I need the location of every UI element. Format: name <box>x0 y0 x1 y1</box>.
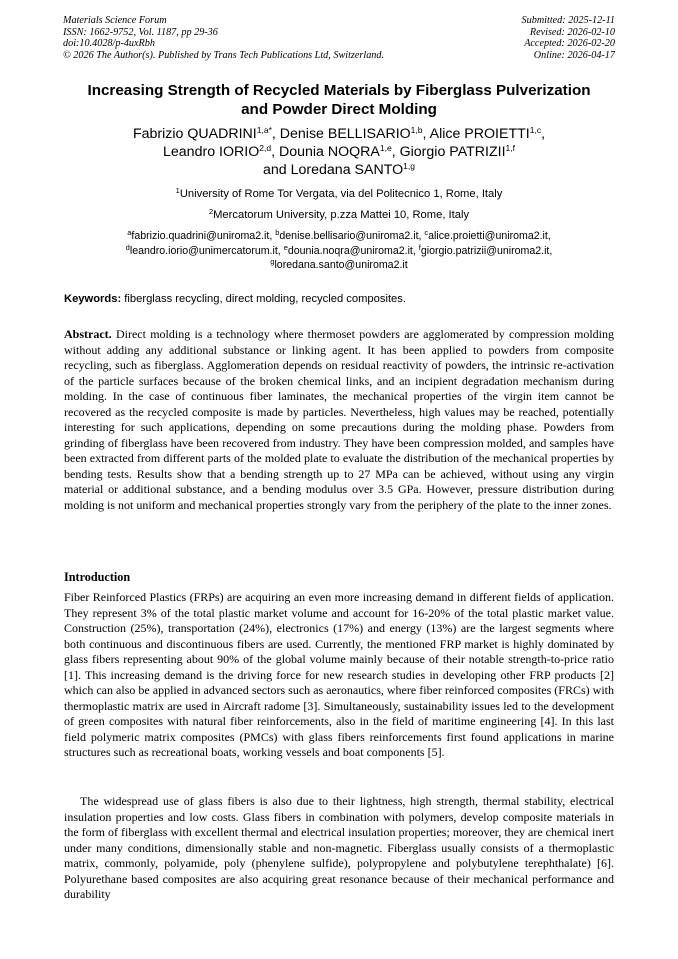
introduction-paragraph-2: The widespread use of glass fibers is also due to their lightness, high strength, thermal stability, electrical insulation properties and low costs. Glass fibers in combination with polymers, develop composite materials in the form of fiberglass with excellent thermal and electrical insulation properties; moreover, they are chemical inert under many conditions, dimensionally stable and non-magnetic. Fiberglass usually consists of a thermoplastic matrix, commonly, polyamide, poly (phenylene sulfide), polypropylene and polybutylene terephthalate) [6]. Polyurethane based composites are also acquiring great resonance because of their mechanical performance and durability <box>64 794 614 902</box>
date-submitted: Submitted: 2025-12-11 <box>521 15 615 26</box>
copyright-notice: © 2026 The Author(s). Published by Trans Tech Publications Ltd, Switzerland. <box>63 49 385 61</box>
email-address[interactable]: fabrizio.quadrini@uniroma2.it, <box>131 230 276 242</box>
abstract-text: Direct molding is a technology where thermoset powders are agglomerated by compression molding without adding any additional substance or linking agent. It has been applied to powders from composite recycling, such as fiberglass. Agglomeration depends on residual reactivity of powders, the intrinsic re-activation of the particle surfaces because of the broken chemical links, and an incipient degradation mechanism during molding. In the case of continuous fiber laminates, the mechanical properties of the virgin item cannot be recovered as the recycled composite is made by particles. Nevertheless, high values may be reached, potentially interesting for such applications, depending on some precautions during the molding phase. Powders from grinding of fiberglass have been recovered from industry. They have been compression molded, and samples have been extracted from different parts of the molded plate to evaluate the distribution of the mechanical properties by bending tests. Results show that a bending strength up to 27 MPa can be achieved, without using any virgin material or additional substance, and a bending modulus over 3.5 GPa. However, pressure distribution during molding is not uniform and mechanical properties strongly vary from the periphery of the plate to the inner zones. <box>64 327 614 513</box>
affiliation-text: Mercatorum University, p.zza Mattei 10, Rome, Italy <box>213 209 470 221</box>
title-line-2: and Powder Direct Molding <box>241 100 437 118</box>
author-name: Loredana SANTO <box>290 162 404 178</box>
author-name: Leandro IORIO <box>163 144 260 160</box>
keywords <box>64 292 616 306</box>
email-address[interactable]: dounia.noqra@uniroma2.it, <box>287 244 419 257</box>
author-name: Giorgio PATRIZII <box>399 144 506 160</box>
title-line-1: Increasing Strength of Recycled Materials by Fiberglass Pulverization <box>87 82 591 99</box>
email-line-2 <box>40 244 638 259</box>
author-separator: , <box>271 144 279 160</box>
email-mark: c <box>424 228 429 237</box>
email-line-3 <box>40 258 638 273</box>
email-mark: f <box>418 242 421 252</box>
email-mark: a <box>127 228 132 237</box>
affiliation-2 <box>40 208 638 222</box>
author-name: Dounia NOQRA <box>278 144 380 160</box>
affiliation-1 <box>40 187 638 201</box>
author-separator: , <box>271 126 280 142</box>
author-affil-mark: 1,f <box>505 143 515 153</box>
email-list <box>40 229 638 273</box>
abstract-label: Abstract. <box>64 327 112 341</box>
date-accepted: Accepted: 2026-02-20 <box>524 38 615 50</box>
author-affil-mark: 1,c <box>529 125 542 135</box>
email-mark: g <box>270 257 275 267</box>
author-line-1 <box>40 125 638 143</box>
paper-title <box>40 82 638 119</box>
keywords-label: Keywords: <box>64 293 122 305</box>
author-list <box>40 125 638 179</box>
section-heading-introduction: Introduction <box>64 570 131 584</box>
author-affil-mark: 1,a* <box>256 125 272 135</box>
journal-header-right <box>522 15 615 61</box>
journal-issn: ISSN: 1662-9752, Vol. 1187, pp 29-36 <box>63 26 218 38</box>
journal-name: Materials Science Forum <box>63 15 167 26</box>
keywords-text: fiberglass recycling, direct molding, recycled composites. <box>121 293 406 305</box>
author-separator: , <box>391 144 400 160</box>
email-mark: e <box>283 242 288 252</box>
email-address[interactable]: giorgio.patrizii@uniroma2.it, <box>420 244 553 257</box>
journal-doi: doi:10.4028/p-4uxRbh <box>63 38 155 50</box>
author-name: Fabrizio QUADRINI <box>132 126 257 142</box>
email-address[interactable]: alice.proietti@uniroma2.it, <box>428 230 551 242</box>
email-address[interactable]: loredana.santo@uniroma2.it <box>274 259 408 272</box>
author-affil-mark: 1,g <box>403 161 415 171</box>
author-conjunction: and <box>263 162 291 178</box>
email-line-1 <box>40 229 638 244</box>
author-name: Denise BELLISARIO <box>279 126 411 142</box>
author-affil-mark: 1,b <box>410 125 423 135</box>
author-line-3 <box>40 161 638 179</box>
date-online: Online: 2026-04-17 <box>533 49 615 61</box>
author-separator: , <box>422 126 430 142</box>
email-mark: b <box>275 228 280 237</box>
affiliation-mark: 1 <box>175 186 180 195</box>
affiliation-text: University of Rome Tor Vergata, via del Politecnico 1, Rome, Italy <box>179 188 503 200</box>
email-address[interactable]: leandro.iorio@unimercatorum.it, <box>129 244 284 257</box>
author-affil-mark: 1,e <box>379 143 392 153</box>
affiliation-mark: 2 <box>208 207 214 216</box>
author-separator: , <box>541 126 546 142</box>
author-affil-mark: 2,d <box>259 143 272 153</box>
email-address[interactable]: denise.bellisario@uniroma2.it, <box>279 230 425 242</box>
introduction-paragraph-1: Fiber Reinforced Plastics (FRPs) are acquiring an even more increasing demand in different fields of application. They represent 3% of the total plastic market volume and account for 16-20% of the total plastic market value. Construction (25%), transportation (24%), electronics (17%) and energy (13%) are the largest segments where both continuous and discontinuous fibers are used. Currently, the mentioned FRP market is highly dominated by glass fibers representing about 90% of the global volume mainly because of their notable strength-to-price ratio [1]. This increasing demand is the driving force for new research studies in developing other FRP products [2] which can also be applied in advanced sectors such as aeronautics, where fiber reinforced composites (FRCs) with thermoplastic matrix are used in Aircraft radome [3]. Simultaneously, sustainability issues led to the development of green composites with natural fiber reinforcements, also in the field of maritime engineering [4]. In this last field polymeric matrix composites (PMCs) with glass fibers reinforcements first found applications in marine structures such as recreational boats, working vessels and boat components [5]. <box>64 590 614 760</box>
author-name: Alice PROIETTI <box>429 126 530 142</box>
date-revised: Revised: 2026-02-10 <box>529 26 615 38</box>
journal-header-left <box>63 15 384 61</box>
author-line-2 <box>40 143 638 161</box>
abstract <box>64 327 614 514</box>
email-mark: d <box>125 242 130 252</box>
